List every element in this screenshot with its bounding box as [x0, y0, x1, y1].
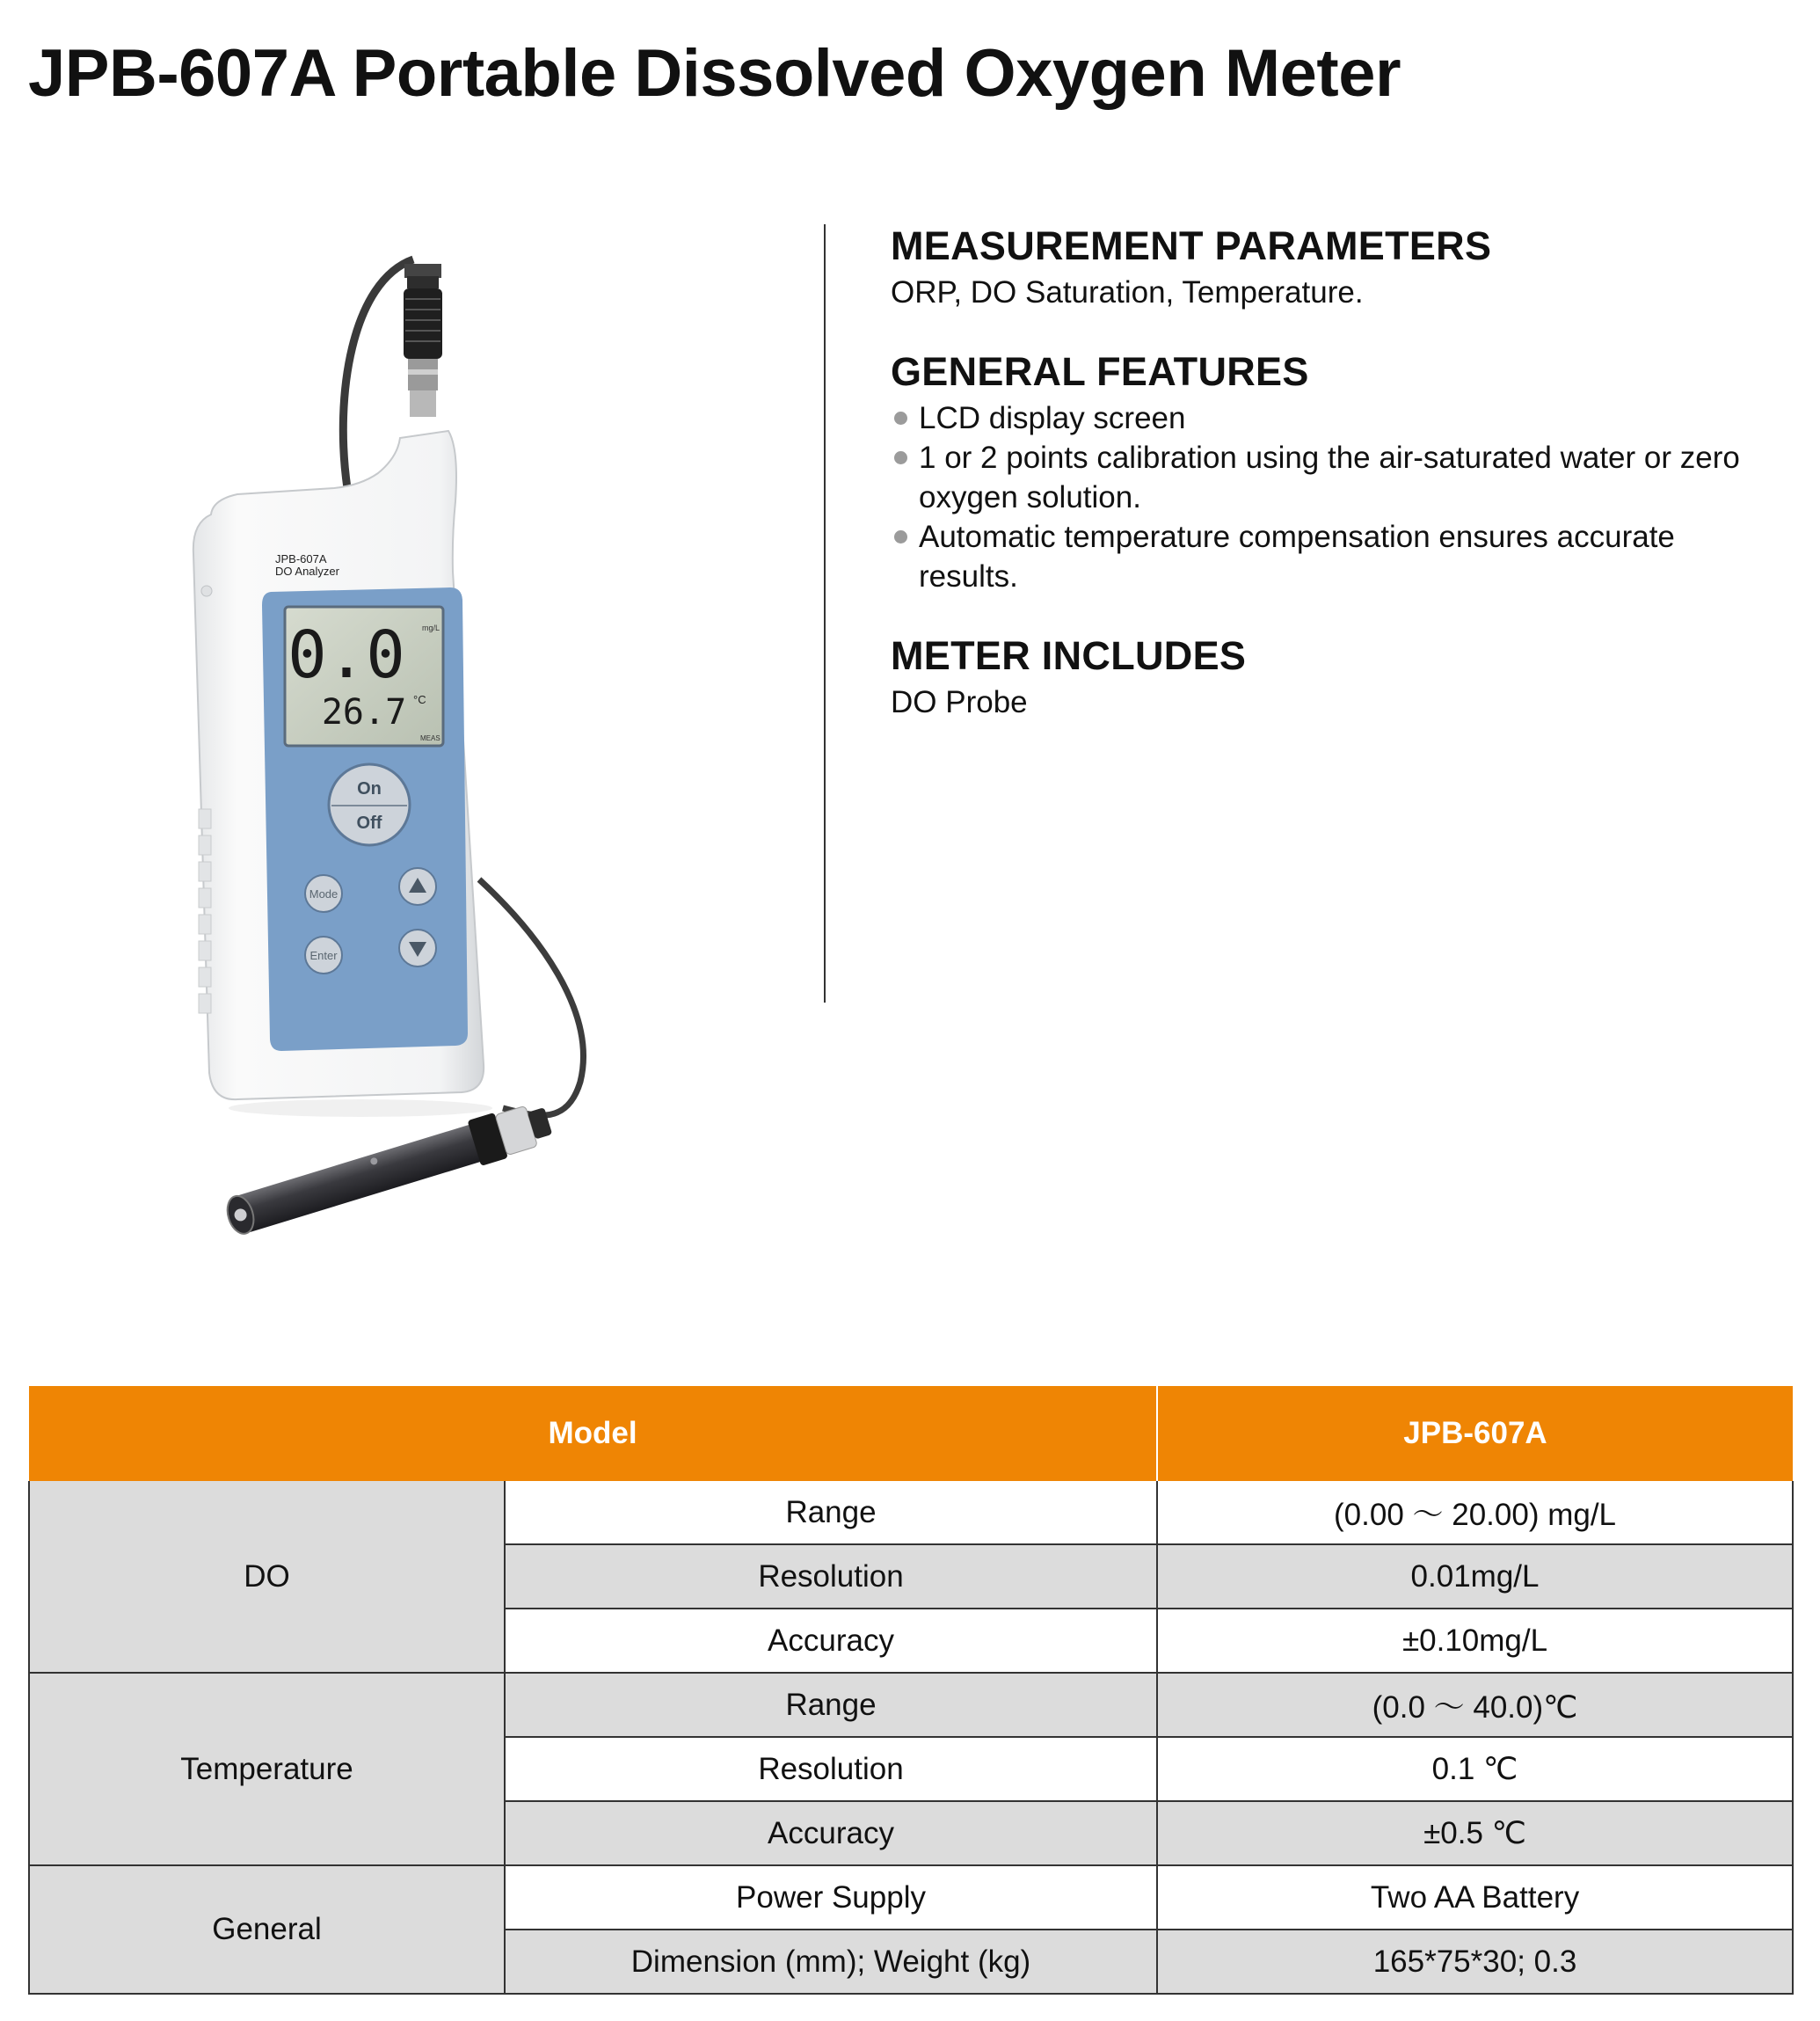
enter-button[interactable]	[305, 937, 342, 974]
table-row	[29, 1673, 1793, 1737]
param-cell: Range	[505, 1481, 1157, 1544]
down-button[interactable]	[399, 930, 436, 967]
lcd-main-reading: 0.0	[288, 617, 405, 693]
group-temperature: Temperature	[29, 1673, 505, 1865]
value-cell: 0.1 ℃	[1157, 1737, 1793, 1801]
measurement-parameters-text: ORP, DO Saturation, Temperature.	[891, 275, 1364, 310]
param-cell: Accuracy	[505, 1609, 1157, 1673]
group-general: General	[29, 1865, 505, 1994]
table-row	[29, 1865, 1793, 1930]
value-cell: 0.01mg/L	[1157, 1544, 1793, 1609]
measurement-parameters-heading: MEASUREMENT PARAMETERS	[891, 223, 1492, 268]
on-off-button[interactable]	[329, 764, 410, 845]
lcd-temp-reading: 26.7	[321, 692, 407, 733]
param-cell: Power Supply	[505, 1865, 1157, 1930]
value-cell: ±0.10mg/L	[1157, 1609, 1793, 1673]
meter-includes-text: DO Probe	[891, 685, 1028, 719]
meter-includes-section	[891, 631, 1779, 722]
mode-label: Mode	[309, 887, 339, 901]
spec-table	[28, 1386, 1794, 1995]
model-header: Model	[29, 1386, 1157, 1481]
product-image	[158, 237, 756, 1293]
lcd-temp-unit: °C	[413, 693, 426, 706]
info-panel	[891, 222, 1779, 757]
do-probe	[222, 1098, 555, 1242]
param-cell: Range	[505, 1673, 1157, 1737]
lcd-unit-top: mg/L	[422, 624, 440, 632]
page-title: JPB-607A Portable Dissolved Oxygen Meter	[28, 36, 1401, 111]
general-features-heading: GENERAL FEATURES	[891, 349, 1309, 394]
value-cell: (0.00 ～ 20.00) mg/L	[1157, 1481, 1793, 1544]
lcd-mode: MEAS	[420, 734, 440, 742]
feature-text: 1 or 2 points calibration using the air-saturated water or zero oxygen solution.	[919, 441, 1740, 514]
general-features-section	[891, 347, 1779, 596]
device-label-model: JPB-607A	[275, 552, 327, 565]
on-label: On	[357, 779, 382, 799]
up-button[interactable]	[399, 868, 436, 905]
cable-connector	[404, 264, 442, 417]
table-header-row	[29, 1386, 1793, 1481]
measurement-parameters-section	[891, 222, 1779, 312]
bullet-icon	[894, 412, 907, 425]
value-cell: Two AA Battery	[1157, 1865, 1793, 1930]
feature-item	[891, 438, 1779, 517]
feature-text: Automatic temperature compensation ensures accurate results.	[919, 520, 1675, 594]
feature-text: LCD display screen	[919, 401, 1186, 435]
table-row	[29, 1481, 1793, 1544]
cable-probe	[479, 879, 583, 1115]
value-cell: ±0.5 ℃	[1157, 1801, 1793, 1865]
enter-label: Enter	[309, 949, 338, 962]
value-cell: 165*75*30; 0.3	[1157, 1930, 1793, 1994]
param-cell: Accuracy	[505, 1801, 1157, 1865]
param-cell: Resolution	[505, 1544, 1157, 1609]
column-divider	[824, 224, 826, 1003]
off-label: Off	[356, 814, 382, 833]
model-value-header: JPB-607A	[1157, 1386, 1793, 1481]
mode-button[interactable]	[305, 875, 342, 912]
feature-item	[891, 398, 1779, 438]
meter-includes-heading: METER INCLUDES	[891, 633, 1247, 678]
bullet-icon	[894, 451, 907, 464]
param-cell: Dimension (mm); Weight (kg)	[505, 1930, 1157, 1994]
bullet-icon	[894, 530, 907, 544]
features-list	[891, 398, 1779, 596]
device-label-type: DO Analyzer	[275, 565, 339, 578]
param-cell: Resolution	[505, 1737, 1157, 1801]
value-cell: (0.0 ～ 40.0)℃	[1157, 1673, 1793, 1737]
feature-item	[891, 517, 1779, 596]
group-do: DO	[29, 1481, 505, 1673]
